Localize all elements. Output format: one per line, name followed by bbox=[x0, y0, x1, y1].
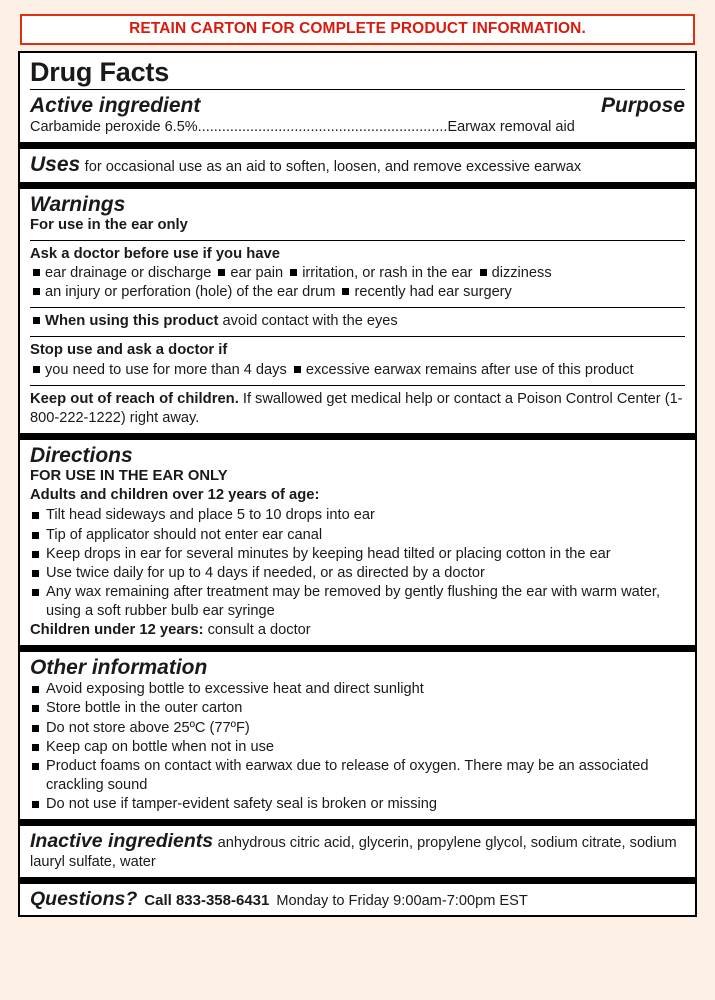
warnings-section bbox=[20, 189, 695, 240]
stop-use-item: you need to use for more than 4 days bbox=[45, 361, 287, 378]
questions-phone[interactable]: Call 833-358-6431 bbox=[144, 891, 270, 909]
other-information-list bbox=[30, 680, 685, 813]
ask-doctor-item: irritation, or rash in the ear bbox=[302, 265, 473, 282]
uses-row bbox=[30, 153, 685, 177]
divider-warnings bbox=[20, 182, 695, 189]
bullet-square-icon bbox=[342, 288, 349, 295]
divider-uses bbox=[20, 142, 695, 149]
directions-subhead-2: Adults and children over 12 years of age: bbox=[30, 487, 320, 504]
active-ingredient-header-row bbox=[30, 94, 685, 117]
active-ingredient-row bbox=[30, 118, 685, 136]
ask-doctor-item: ear pain bbox=[230, 265, 284, 282]
list-item: Avoid exposing bottle to excessive heat and direct sunlight bbox=[30, 680, 685, 699]
keep-out-text: If swallowed get medical help or contact a Poison Control Center (1-800-222-1222) right away. bbox=[30, 390, 683, 426]
questions-hours: Monday to Friday 9:00am-7:00pm EST bbox=[276, 892, 528, 909]
keep-out-heading: Keep out of reach of children. bbox=[30, 390, 239, 407]
stop-use-item: excessive earwax remains after use of this product bbox=[305, 361, 634, 378]
list-item: Any wax remaining after treatment may be removed by gently flushing the ear with warm water, using a soft rubber bulb ear syringe bbox=[30, 583, 685, 620]
ask-doctor-item: ear drainage or discharge bbox=[45, 265, 212, 282]
list-item: Product foams on contact with earwax due to release of oxygen. There may be an associated crackling sound bbox=[30, 757, 685, 794]
questions-row bbox=[30, 888, 685, 910]
other-information-section bbox=[20, 652, 695, 819]
children-under-12-heading: Children under 12 years: bbox=[30, 621, 204, 638]
when-using-row bbox=[30, 312, 685, 331]
ask-doctor-line-2 bbox=[30, 283, 685, 302]
active-ingredient-section bbox=[20, 90, 695, 141]
bullet-square-icon bbox=[33, 288, 40, 295]
directions-list bbox=[30, 506, 685, 620]
bullet-square-icon bbox=[33, 269, 40, 276]
list-item: Store bottle in the outer carton bbox=[30, 699, 685, 718]
inactive-ingredients-section bbox=[20, 826, 695, 877]
list-item: Tip of applicator should not enter ear canal bbox=[30, 526, 685, 545]
dot-leader: .............................................................. bbox=[197, 119, 448, 136]
active-ingredient-heading: Active ingredient bbox=[30, 94, 201, 118]
purpose-heading: Purpose bbox=[600, 94, 685, 118]
purpose-value: Earwax removal aid bbox=[447, 119, 575, 136]
divider-inactive bbox=[20, 819, 695, 826]
bullet-square-icon bbox=[218, 269, 225, 276]
questions-section bbox=[20, 884, 695, 915]
children-under-12-row bbox=[30, 621, 685, 640]
ask-doctor-item: recently had ear surgery bbox=[354, 284, 512, 301]
uses-heading: Uses bbox=[30, 152, 81, 176]
divider-directions bbox=[20, 433, 695, 440]
inactive-ingredients-heading: Inactive ingredients bbox=[30, 829, 214, 852]
when-using-text: avoid contact with the eyes bbox=[222, 313, 398, 330]
keep-out-row bbox=[30, 390, 685, 428]
warnings-subhead: For use in the ear only bbox=[30, 216, 188, 233]
retain-carton-banner: RETAIN CARTON FOR COMPLETE PRODUCT INFORMATION. bbox=[20, 14, 695, 45]
ask-doctor-item: an injury or perforation (hole) of the ear drum bbox=[45, 284, 336, 301]
directions-heading: Directions bbox=[30, 443, 133, 467]
ask-doctor-line-1 bbox=[30, 264, 685, 283]
bullet-square-icon bbox=[290, 269, 297, 276]
divider-other-info bbox=[20, 645, 695, 652]
stop-use-items bbox=[30, 361, 685, 380]
uses-section bbox=[20, 149, 695, 182]
stop-use-heading: Stop use and ask a doctor if bbox=[30, 342, 228, 359]
children-under-12-text: consult a doctor bbox=[207, 621, 311, 638]
list-item: Do not store above 25ºC (77ºF) bbox=[30, 719, 685, 738]
inactive-ingredients-row bbox=[30, 830, 685, 872]
bullet-square-icon bbox=[294, 366, 301, 373]
list-item: Keep drops in ear for several minutes by keeping head tilted or placing cotton in the ear bbox=[30, 545, 685, 564]
bullet-square-icon bbox=[33, 366, 40, 373]
list-item: Tilt head sideways and place 5 to 10 drops into ear bbox=[30, 506, 685, 525]
page-title: Drug Facts bbox=[30, 57, 170, 87]
drug-facts-panel bbox=[18, 51, 697, 917]
when-using-section bbox=[20, 308, 695, 336]
list-item: Use twice daily for up to 4 days if needed, or as directed by a doctor bbox=[30, 564, 685, 583]
uses-text: for occasional use as an aid to soften, loosen, and remove excessive earwax bbox=[84, 158, 582, 175]
list-item: Do not use if tamper-evident safety seal is broken or missing bbox=[30, 795, 685, 814]
list-item: Keep cap on bottle when not in use bbox=[30, 738, 685, 757]
bullet-square-icon bbox=[480, 269, 487, 276]
active-ingredient-value: Carbamide peroxide 6.5% bbox=[30, 119, 198, 136]
inactive-ingredients-text: anhydrous citric acid, glycerin, propylene glycol, sodium citrate, sodium lauryl sulfate, water bbox=[30, 834, 677, 870]
when-using-heading: When using this product bbox=[45, 313, 219, 330]
ask-doctor-item: dizziness bbox=[491, 265, 552, 282]
questions-heading: Questions? bbox=[30, 887, 138, 910]
other-information-heading: Other information bbox=[30, 656, 208, 680]
warnings-heading: Warnings bbox=[30, 192, 126, 216]
directions-section bbox=[20, 440, 695, 645]
bullet-square-icon bbox=[33, 317, 40, 324]
ask-doctor-heading: Ask a doctor before use if you have bbox=[30, 246, 280, 263]
stop-use-section bbox=[20, 337, 695, 384]
divider-questions bbox=[20, 877, 695, 884]
ask-doctor-section bbox=[20, 241, 695, 307]
directions-subhead-1: FOR USE IN THE EAR ONLY bbox=[30, 467, 228, 484]
keep-out-section bbox=[20, 386, 695, 433]
